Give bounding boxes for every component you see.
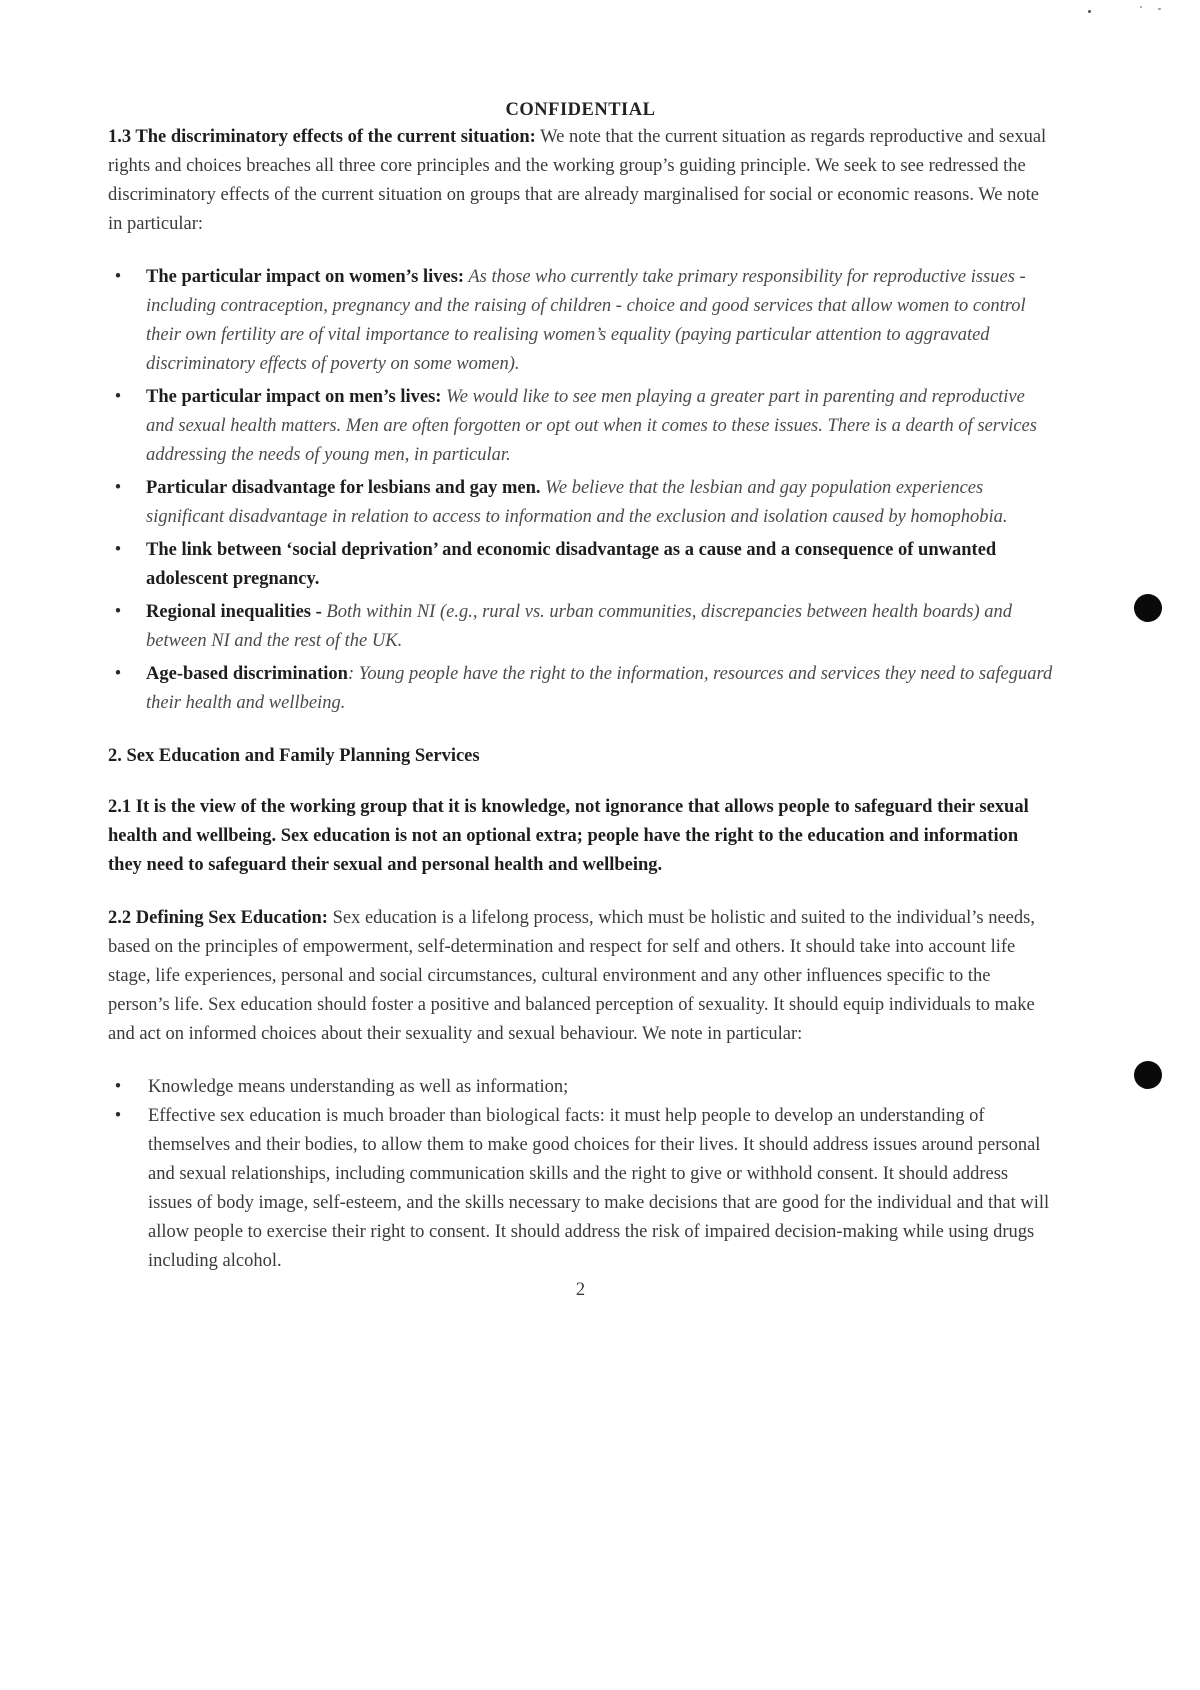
section-1-3-bullet-list	[108, 263, 1053, 718]
list-item	[108, 383, 1053, 470]
bullet-icon: •	[114, 1077, 122, 1097]
section-2-2-text: Sex education is a lifelong process, which must be holistic and suited to the individual’s needs, based on the principles of empowerment, self-determination and respect for self and others. It should take into account life stage, life experiences, personal and social circumstances, cultural environment and any other influences specific to the person’s life. Sex education should foster a positive and balanced perception of sexuality. It should equip individuals to make and act on informed choices about their sexuality and sexual behaviour. We note in particular:	[108, 908, 1035, 1044]
bullet-text: Knowledge means understanding as well as information;	[148, 1077, 569, 1097]
bullet-title: Age-based discrimination	[146, 664, 348, 684]
section-2-2-bullet-list	[108, 1073, 1053, 1276]
section-1-3-title: 1.3 The discriminatory effects of the current situation:	[108, 127, 536, 147]
bullet-icon: •	[114, 602, 122, 622]
punch-hole-top	[1134, 594, 1162, 622]
bullet-text: We believe that the lesbian and gay population experiences significant disadvantage in relation to access to information and the exclusion and isolation caused by homophobia.	[146, 478, 1008, 527]
bullet-text: As those who currently take primary responsibility for reproductive issues - including contraception, pregnancy and the raising of children - choice and good services that allow women to control their own fertility are of vital importance to realising women’s equality (paying particular attention to aggravated discriminatory effects of poverty on some women).	[146, 267, 1026, 374]
bullet-title: The particular impact on women’s lives:	[146, 267, 465, 287]
document-page	[108, 96, 1053, 1305]
bullet-icon: •	[114, 478, 122, 498]
list-item	[108, 660, 1053, 718]
bullet-text: We would like to see men playing a greater part in parenting and reproductive and sexual health matters. Men are often forgotten or opt out when it comes to these issues. There is a dearth of services addressing the needs of young men, in particular.	[146, 387, 1037, 465]
list-item	[108, 263, 1053, 379]
section-2-2-paragraph	[108, 904, 1053, 1049]
bullet-title: The particular impact on men’s lives:	[146, 387, 442, 407]
list-item	[108, 536, 1053, 594]
bullet-icon: •	[114, 664, 122, 684]
section-2-title: 2. Sex Education and Family Planning Services	[108, 746, 480, 766]
section-2-2-title: 2.2 Defining Sex Education:	[108, 908, 328, 928]
bullet-icon: •	[114, 1106, 122, 1126]
bullet-text: : Young people have the right to the information, resources and services they need to safeguard their health and wellbeing.	[146, 664, 1053, 713]
bullet-title: Particular disadvantage for lesbians and gay men.	[146, 478, 541, 498]
section-2-1-paragraph: 2.1 It is the view of the working group that it is knowledge, not ignorance that allows people to safeguard their sexual health and wellbeing. Sex education is not an optional extra; people have the right to the education and information they need to safeguard their sexual and personal health and wellbeing.	[108, 797, 1029, 875]
bullet-icon: •	[114, 540, 122, 560]
list-item	[108, 1073, 1053, 1102]
confidential-heading: CONFIDENTIAL	[505, 100, 656, 120]
scan-speck	[1088, 10, 1091, 13]
bullet-icon: •	[114, 387, 122, 407]
list-item	[108, 598, 1053, 656]
bullet-title: The link between ‘social deprivation’ and economic disadvantage as a cause and a consequence of unwanted adolescent pregnancy.	[146, 540, 997, 589]
scan-speck	[1158, 8, 1161, 10]
bullet-title: Regional inequalities -	[146, 602, 322, 622]
punch-hole-bottom	[1134, 1061, 1162, 1089]
scan-speck	[1140, 6, 1142, 8]
bullet-text: Both within NI (e.g., rural vs. urban communities, discrepancies between health boards) and between NI and the rest of the UK.	[146, 602, 1013, 651]
list-item	[108, 474, 1053, 532]
section-1-3-paragraph	[108, 123, 1053, 239]
list-item	[108, 1102, 1053, 1276]
bullet-icon: •	[114, 267, 122, 287]
page-number: 2	[575, 1280, 586, 1300]
bullet-text: Effective sex education is much broader than biological facts: it must help people to develop an understanding of themselves and their bodies, to allow them to make good choices for their lives. It should address issues around personal and sexual relationships, including communication skills and the right to give or withhold consent. It should address issues of body image, self-esteem, and the skills necessary to make decisions that are good for the individual and that will allow people to exercise their right to consent. It should address the risk of impaired decision-making while using drugs including alcohol.	[148, 1106, 1050, 1271]
section-1-3-text: We note that the current situation as regards reproductive and sexual rights and choices breaches all three core principles and the working group’s guiding principle. We seek to see redressed the discriminatory effects of the current situation on groups that are already marginalised for social or economic reasons. We note in particular:	[108, 127, 1047, 234]
